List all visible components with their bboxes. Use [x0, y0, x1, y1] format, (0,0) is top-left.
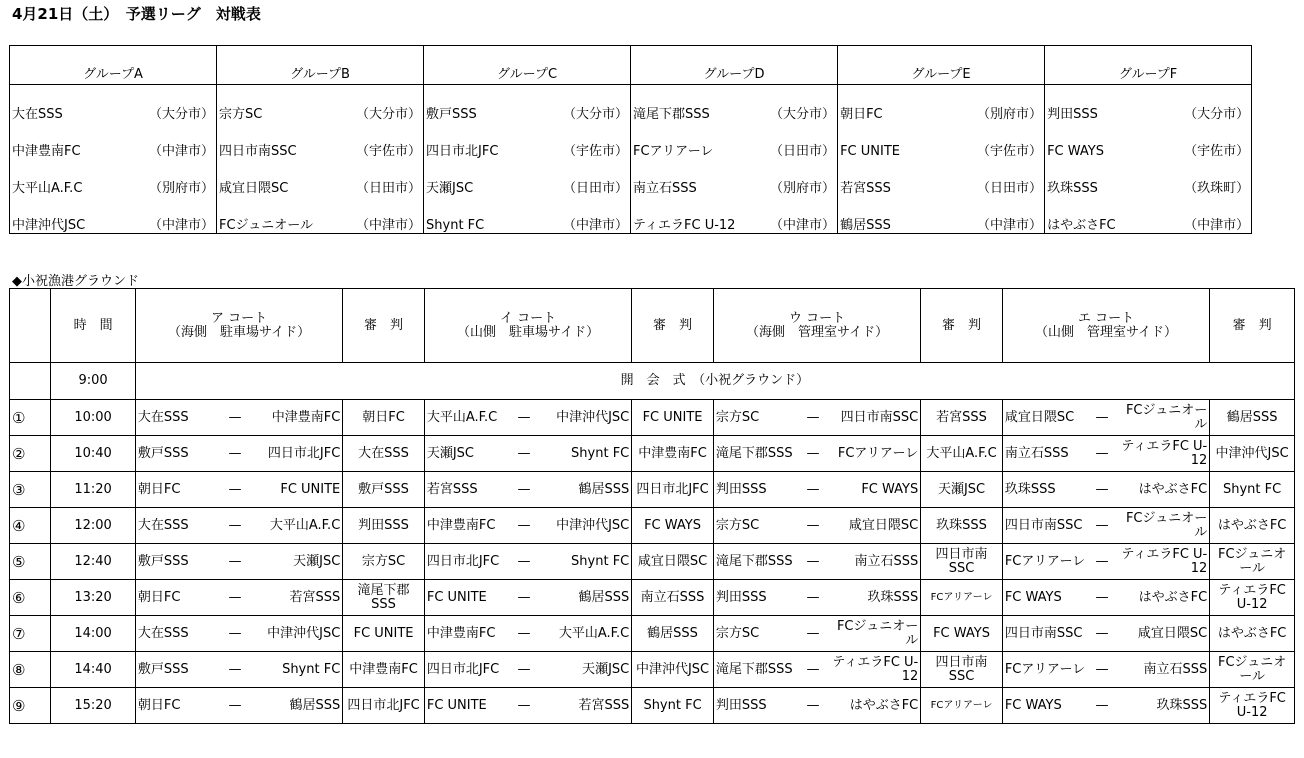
opening-ceremony: 開 会 式 （小祝グラウンド） — [135, 363, 1294, 400]
group-team: 大平山A.F.C — [10, 159, 143, 196]
home-team: 大在SSS — [135, 400, 221, 436]
group-team: 天瀬JSC — [424, 159, 557, 196]
match-row — [10, 580, 1295, 616]
group-team-city: （大分市） — [143, 85, 217, 123]
schedule-header-row — [10, 289, 1295, 363]
group-team-city: （大分市） — [764, 85, 838, 123]
away-team: ティエラFC U-12 — [1116, 436, 1210, 472]
versus-dash: — — [221, 472, 249, 508]
home-team: 玖珠SSS — [1002, 472, 1088, 508]
referee-team: 鶴居SSS — [632, 616, 714, 652]
versus-dash: — — [1088, 616, 1116, 652]
home-team: FCアリアーレ — [1002, 544, 1088, 580]
away-team: 鶴居SSS — [538, 472, 632, 508]
header-court-a: ア コート （海側 駐車場サイド） — [135, 289, 342, 363]
away-team: 咸宜日隈SC — [827, 508, 921, 544]
group-team: ティエラFC U-12 — [631, 196, 764, 234]
referee-team: 若宮SSS — [921, 400, 1003, 436]
group-team: 大在SSS — [10, 85, 143, 123]
match-time: 10:40 — [51, 436, 136, 472]
versus-dash: — — [510, 400, 538, 436]
away-team: FC WAYS — [827, 472, 921, 508]
match-number: ③ — [10, 472, 51, 508]
away-team: はやぶさFC — [827, 688, 921, 724]
away-team: ティエラFC U-12 — [827, 652, 921, 688]
versus-dash: — — [799, 436, 827, 472]
home-team: 敷戸SSS — [135, 436, 221, 472]
group-team: Shynt FC — [424, 196, 557, 234]
match-time: 11:20 — [51, 472, 136, 508]
referee-team: 大平山A.F.C — [921, 436, 1003, 472]
home-team: 中津豊南FC — [424, 508, 510, 544]
match-number: ⑦ — [10, 616, 51, 652]
referee-team: FCジュニオール — [1210, 652, 1295, 688]
group-team-city: （大分市） — [350, 85, 424, 123]
match-row — [10, 616, 1295, 652]
home-team: 滝尾下郡SSS — [713, 652, 799, 688]
group-name: グループB — [217, 46, 424, 85]
versus-dash: — — [510, 508, 538, 544]
away-team: 中津沖代JSC — [538, 508, 632, 544]
match-time: 15:20 — [51, 688, 136, 724]
versus-dash: — — [1088, 652, 1116, 688]
match-row — [10, 400, 1295, 436]
referee-team: はやぶさFC — [1210, 508, 1295, 544]
referee-team: 南立石SSS — [632, 580, 714, 616]
group-team-city: （日田市） — [557, 159, 631, 196]
versus-dash: — — [221, 580, 249, 616]
versus-dash: — — [1088, 544, 1116, 580]
versus-dash: — — [510, 652, 538, 688]
group-team: 玖珠SSS — [1045, 159, 1178, 196]
referee-team: FCアリアーレ — [921, 688, 1003, 724]
group-team: 中津沖代JSC — [10, 196, 143, 234]
home-team: 大平山A.F.C — [424, 400, 510, 436]
away-team: 玖珠SSS — [1116, 688, 1210, 724]
home-team: 天瀬JSC — [424, 436, 510, 472]
match-number: ⑥ — [10, 580, 51, 616]
group-team: FCジュニオール — [217, 196, 350, 234]
referee-team: 四日市北JFC — [343, 688, 425, 724]
versus-dash: — — [1088, 472, 1116, 508]
match-time: 10:00 — [51, 400, 136, 436]
home-team: 滝尾下郡SSS — [713, 544, 799, 580]
opening-row — [10, 363, 1295, 400]
away-team: 大平山A.F.C — [538, 616, 632, 652]
home-team: 南立石SSS — [1002, 436, 1088, 472]
group-header-row — [10, 46, 1252, 85]
group-team-row — [10, 159, 1252, 196]
away-team: 大平山A.F.C — [249, 508, 343, 544]
home-team: 朝日FC — [135, 688, 221, 724]
referee-team: 宗方SC — [343, 544, 425, 580]
group-team-city: （中津市） — [143, 122, 217, 159]
group-team: 咸宜日隈SC — [217, 159, 350, 196]
away-team: Shynt FC — [538, 436, 632, 472]
referee-team: Shynt FC — [632, 688, 714, 724]
versus-dash: — — [1088, 688, 1116, 724]
match-row — [10, 508, 1295, 544]
versus-dash: — — [510, 616, 538, 652]
away-team: 天瀬JSC — [538, 652, 632, 688]
home-team: 四日市北JFC — [424, 652, 510, 688]
referee-team: 朝日FC — [343, 400, 425, 436]
away-team: FC UNITE — [249, 472, 343, 508]
referee-team: ティエラFC U-12 — [1210, 688, 1295, 724]
header-court-i: イ コート （山側 駐車場サイド） — [424, 289, 631, 363]
header-blank — [10, 289, 51, 363]
header-referee-i: 審 判 — [632, 289, 714, 363]
group-team-city: （大分市） — [1178, 85, 1252, 123]
versus-dash: — — [799, 688, 827, 724]
group-team-city: （日田市） — [350, 159, 424, 196]
versus-dash: — — [510, 580, 538, 616]
schedule-table — [9, 288, 1295, 724]
venue-label: ◆小祝漁港グラウンド — [12, 274, 139, 289]
home-team: 大在SSS — [135, 616, 221, 652]
away-team: はやぶさFC — [1116, 580, 1210, 616]
match-row — [10, 472, 1295, 508]
group-team: 朝日FC — [838, 85, 971, 123]
home-team: 判田SSS — [713, 580, 799, 616]
referee-team: 中津沖代JSC — [1210, 436, 1295, 472]
away-team: 鶴居SSS — [249, 688, 343, 724]
versus-dash: — — [221, 400, 249, 436]
versus-dash: — — [221, 544, 249, 580]
home-team: FC WAYS — [1002, 580, 1088, 616]
group-team: 南立石SSS — [631, 159, 764, 196]
group-name: グループE — [838, 46, 1045, 85]
group-team: 四日市南SSC — [217, 122, 350, 159]
group-team: 鶴居SSS — [838, 196, 971, 234]
group-team: 中津豊南FC — [10, 122, 143, 159]
away-team: 天瀬JSC — [249, 544, 343, 580]
versus-dash: — — [510, 436, 538, 472]
home-team: FCアリアーレ — [1002, 652, 1088, 688]
home-team: 中津豊南FC — [424, 616, 510, 652]
away-team: 咸宜日隈SC — [1116, 616, 1210, 652]
group-team: 宗方SC — [217, 85, 350, 123]
versus-dash: — — [799, 508, 827, 544]
home-team: 敷戸SSS — [135, 652, 221, 688]
match-row — [10, 544, 1295, 580]
group-team-city: （別府市） — [143, 159, 217, 196]
referee-team: 中津豊南FC — [343, 652, 425, 688]
referee-team: 敷戸SSS — [343, 472, 425, 508]
away-team: FCジュニオール — [1116, 400, 1210, 436]
versus-dash: — — [510, 544, 538, 580]
header-referee-u: 審 判 — [921, 289, 1003, 363]
home-team: FC UNITE — [424, 580, 510, 616]
referee-team: ティエラFC U-12 — [1210, 580, 1295, 616]
match-time: 14:40 — [51, 652, 136, 688]
away-team: 若宮SSS — [538, 688, 632, 724]
match-number: ⑧ — [10, 652, 51, 688]
versus-dash: — — [1088, 508, 1116, 544]
away-team: FCジュニオール — [1116, 508, 1210, 544]
versus-dash: — — [221, 688, 249, 724]
home-team: FC UNITE — [424, 688, 510, 724]
referee-team: はやぶさFC — [1210, 616, 1295, 652]
versus-dash: — — [221, 436, 249, 472]
away-team: Shynt FC — [249, 652, 343, 688]
away-team: 鶴居SSS — [538, 580, 632, 616]
home-team: 大在SSS — [135, 508, 221, 544]
versus-dash: — — [221, 616, 249, 652]
group-team-city: （日田市） — [764, 122, 838, 159]
versus-dash: — — [221, 652, 249, 688]
match-row — [10, 688, 1295, 724]
group-team-city: （宇佐市） — [1178, 122, 1252, 159]
referee-team: 四日市北JFC — [632, 472, 714, 508]
group-team-city: （中津市） — [764, 196, 838, 234]
group-team-city: （宇佐市） — [350, 122, 424, 159]
versus-dash: — — [1088, 436, 1116, 472]
group-team-city: （日田市） — [971, 159, 1045, 196]
home-team: FC WAYS — [1002, 688, 1088, 724]
versus-dash: — — [510, 472, 538, 508]
group-team-city: （宇佐市） — [557, 122, 631, 159]
group-team-city: （別府市） — [971, 85, 1045, 123]
referee-team: FCジュニオール — [1210, 544, 1295, 580]
referee-team: 滝尾下郡SSS — [343, 580, 425, 616]
referee-team: FC WAYS — [921, 616, 1003, 652]
match-row — [10, 652, 1295, 688]
home-team: 宗方SC — [713, 616, 799, 652]
away-team: FCジュニオール — [827, 616, 921, 652]
group-team: FC WAYS — [1045, 122, 1178, 159]
referee-team: Shynt FC — [1210, 472, 1295, 508]
group-team: 敷戸SSS — [424, 85, 557, 123]
referee-team: 鶴居SSS — [1210, 400, 1295, 436]
group-team-city: （大分市） — [557, 85, 631, 123]
match-number: ④ — [10, 508, 51, 544]
group-table — [9, 45, 1252, 234]
away-team: 南立石SSS — [827, 544, 921, 580]
referee-team: 大在SSS — [343, 436, 425, 472]
referee-team: 中津沖代JSC — [632, 652, 714, 688]
home-team: 若宮SSS — [424, 472, 510, 508]
referee-team: 天瀬JSC — [921, 472, 1003, 508]
referee-team: 判田SSS — [343, 508, 425, 544]
versus-dash: — — [510, 688, 538, 724]
home-team: 宗方SC — [713, 508, 799, 544]
away-team: FCアリアーレ — [827, 436, 921, 472]
home-team: 判田SSS — [713, 472, 799, 508]
referee-team: 中津豊南FC — [632, 436, 714, 472]
versus-dash: — — [799, 544, 827, 580]
group-team: 四日市北JFC — [424, 122, 557, 159]
match-number: ① — [10, 400, 51, 436]
away-team: 玖珠SSS — [827, 580, 921, 616]
group-name: グループC — [424, 46, 631, 85]
header-court-u: ウ コート （海側 管理室サイド） — [713, 289, 920, 363]
away-team: ティエラFC U-12 — [1116, 544, 1210, 580]
away-team: 中津沖代JSC — [249, 616, 343, 652]
versus-dash: — — [799, 580, 827, 616]
header-referee-e: 審 判 — [1210, 289, 1295, 363]
group-team-city: （宇佐市） — [971, 122, 1045, 159]
versus-dash: — — [799, 472, 827, 508]
versus-dash: — — [799, 652, 827, 688]
group-team-city: （玖珠町） — [1178, 159, 1252, 196]
away-team: はやぶさFC — [1116, 472, 1210, 508]
home-team: 朝日FC — [135, 472, 221, 508]
group-team-city: （中津市） — [143, 196, 217, 234]
group-name: グループD — [631, 46, 838, 85]
group-name: グループA — [10, 46, 217, 85]
referee-team: FC WAYS — [632, 508, 714, 544]
match-row — [10, 436, 1295, 472]
home-team: 宗方SC — [713, 400, 799, 436]
group-team-row — [10, 196, 1252, 234]
home-team: 四日市北JFC — [424, 544, 510, 580]
group-name: グループF — [1045, 46, 1252, 85]
group-team: 滝尾下郡SSS — [631, 85, 764, 123]
home-team: 朝日FC — [135, 580, 221, 616]
group-team: 判田SSS — [1045, 85, 1178, 123]
group-team-city: （中津市） — [971, 196, 1045, 234]
match-number: ② — [10, 436, 51, 472]
home-team: 四日市南SSC — [1002, 508, 1088, 544]
group-team-row — [10, 85, 1252, 123]
header-referee-a: 審 判 — [343, 289, 425, 363]
versus-dash: — — [799, 400, 827, 436]
away-team: 四日市北JFC — [249, 436, 343, 472]
group-team-city: （中津市） — [557, 196, 631, 234]
versus-dash: — — [1088, 400, 1116, 436]
header-court-e: エ コート （山側 管理室サイド） — [1002, 289, 1209, 363]
match-time: 12:00 — [51, 508, 136, 544]
referee-team: 四日市南SSC — [921, 544, 1003, 580]
referee-team: FCアリアーレ — [921, 580, 1003, 616]
opening-blank — [10, 363, 51, 400]
away-team: 四日市南SSC — [827, 400, 921, 436]
group-team-city: （中津市） — [1178, 196, 1252, 234]
match-number: ⑨ — [10, 688, 51, 724]
match-time: 13:20 — [51, 580, 136, 616]
home-team: 判田SSS — [713, 688, 799, 724]
header-time: 時 間 — [51, 289, 136, 363]
home-team: 四日市南SSC — [1002, 616, 1088, 652]
group-team: はやぶさFC — [1045, 196, 1178, 234]
match-number: ⑤ — [10, 544, 51, 580]
group-team-row — [10, 122, 1252, 159]
away-team: 中津沖代JSC — [538, 400, 632, 436]
group-team-city: （別府市） — [764, 159, 838, 196]
group-team-city: （中津市） — [350, 196, 424, 234]
away-team: 若宮SSS — [249, 580, 343, 616]
versus-dash: — — [221, 508, 249, 544]
referee-team: 四日市南SSC — [921, 652, 1003, 688]
page-title: 4月21日（土） 予選リーグ 対戦表 — [12, 5, 261, 23]
group-team: FCアリアーレ — [631, 122, 764, 159]
away-team: 中津豊南FC — [249, 400, 343, 436]
match-time: 12:40 — [51, 544, 136, 580]
referee-team: 玖珠SSS — [921, 508, 1003, 544]
group-team: 若宮SSS — [838, 159, 971, 196]
versus-dash: — — [1088, 580, 1116, 616]
referee-team: 咸宜日隈SC — [632, 544, 714, 580]
home-team: 滝尾下郡SSS — [713, 436, 799, 472]
away-team: 南立石SSS — [1116, 652, 1210, 688]
versus-dash: — — [799, 616, 827, 652]
home-team: 敷戸SSS — [135, 544, 221, 580]
group-team: FC UNITE — [838, 122, 971, 159]
home-team: 咸宜日隈SC — [1002, 400, 1088, 436]
match-time: 14:00 — [51, 616, 136, 652]
referee-team: FC UNITE — [632, 400, 714, 436]
opening-time: 9:00 — [51, 363, 136, 400]
away-team: Shynt FC — [538, 544, 632, 580]
referee-team: FC UNITE — [343, 616, 425, 652]
